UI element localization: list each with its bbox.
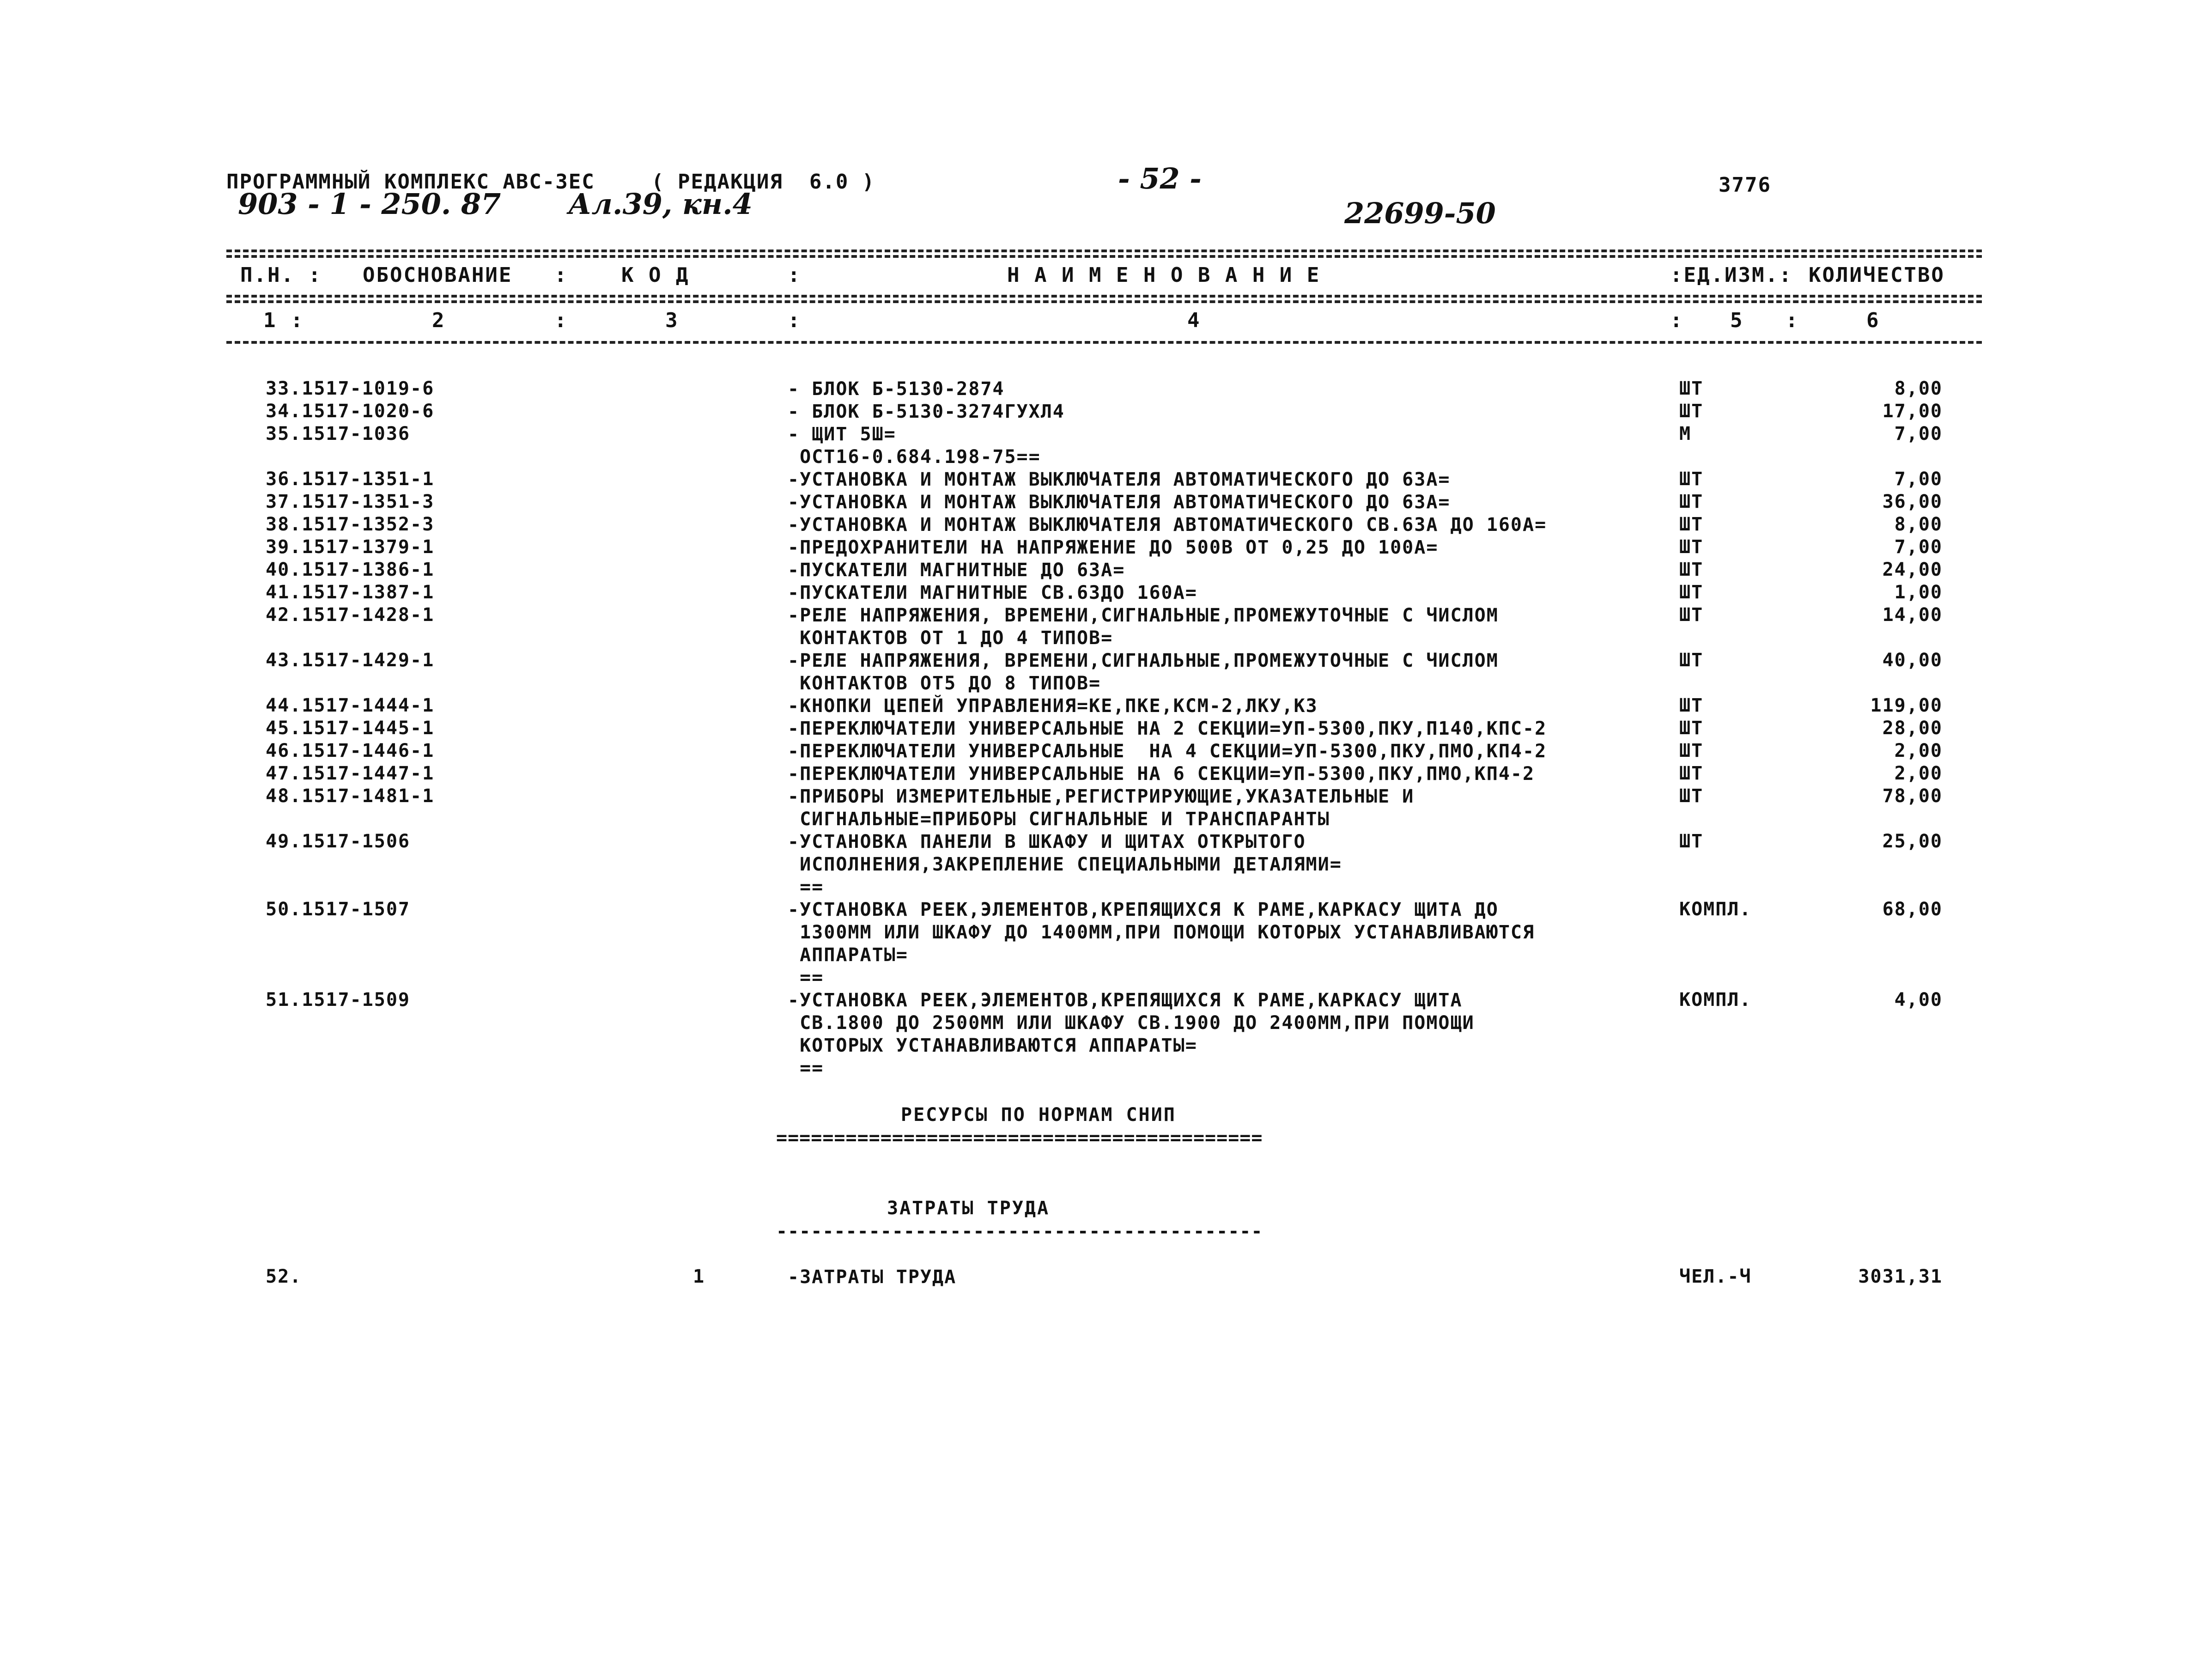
row-name: -УСТАНОВКА И МОНТАЖ ВЫКЛЮЧАТЕЛЯ АВТОМАТИЧЕСКОГО СВ.63А ДО 160А= [788,514,1547,536]
row-quantity: 24,00 [1882,559,1943,580]
row-quantity: 7,00 [1894,423,1943,444]
col-number-sep: : [788,309,802,332]
row-quantity: 8,00 [1894,514,1943,535]
handwritten-project-code: 903 - 1 - 250. 87 [238,187,501,221]
row-name: -ПЕРЕКЛЮЧАТЕЛИ УНИВЕРСАЛЬНЫЕ НА 2 СЕКЦИИ=УП-5300,ПКУ,П140,КПС-2 [788,718,1547,739]
row-unit: ШТ [1679,514,1704,535]
header-bottom-rule [226,341,1982,344]
row-unit: ШТ [1679,763,1704,784]
row-quantity: 8,00 [1894,378,1943,399]
row-unit: ШТ [1679,401,1704,422]
row-unit: ШТ [1679,604,1704,626]
row-number: 41.1517-1387-1 [266,582,435,603]
row-number: 48.1517-1481-1 [266,785,435,807]
col-number-sep: : [554,309,568,332]
row-number: 44.1517-1444-1 [266,695,435,716]
row-unit: ШТ [1679,650,1704,671]
row-unit: ШТ [1679,559,1704,580]
program-title: ПРОГРАММНЫЙ КОМПЛЕКС АВС-3ЕС [226,170,595,194]
row-name: -ПРИБОРЫ ИЗМЕРИТЕЛЬНЫЕ,РЕГИСТРИРУЮЩИЕ,УКАЗАТЕЛЬНЫЕ И СИГНАЛЬНЫЕ=ПРИБОРЫ СИГНАЛЬНЫЕ И ТРАНСПАРАНТЫ [788,786,1415,830]
row-number: 50.1517-1507 [266,899,410,920]
row-number: 36.1517-1351-1 [266,469,435,490]
page-number: - 52 - [1118,162,1202,195]
row-name: -ПРЕДОХРАНИТЕЛИ НА НАПРЯЖЕНИЕ ДО 500В ОТ 0,25 ДО 100А= [788,537,1439,558]
row-number: 39.1517-1379-1 [266,536,435,558]
row-name: -РЕЛЕ НАПРЯЖЕНИЯ, ВРЕМЕНИ,СИГНАЛЬНЫЕ,ПРОМЕЖУТОЧНЫЕ С ЧИСЛОМ КОНТАКТОВ ОТ5 ДО 8 ТИПОВ= [788,650,1499,694]
row-quantity: 28,00 [1882,718,1943,739]
table-top-rule-2 [226,255,1982,258]
col-number-4: 4 [1187,309,1201,332]
row-quantity: 25,00 [1882,831,1943,852]
document-number: 3776 [1719,173,1771,197]
row-unit: ШТ [1679,469,1704,490]
row-quantity: 36,00 [1882,491,1943,512]
row-name: - БЛОК Б-5130-3274ГУХЛ4 [788,401,1065,422]
labor-section-title: ЗАТРАТЫ ТРУДА [887,1198,1050,1219]
header-rule [226,295,1982,298]
row-name: -УСТАНОВКА И МОНТАЖ ВЫКЛЮЧАТЕЛЯ АВТОМАТИЧЕСКОГО ДО 63А= [788,492,1451,513]
col-header-unit: :ЕД.ИЗМ.: [1670,263,1793,287]
row-number: 38.1517-1352-3 [266,514,435,535]
col-header-name: Н А И М Е Н О В А Н И Е [1007,263,1321,287]
row-unit: ШТ [1679,491,1704,512]
row-number: 37.1517-1351-3 [266,491,435,512]
row-number: 35.1517-1036 [266,423,410,444]
row-number: 42.1517-1428-1 [266,604,435,626]
col-number-5: 5 [1730,309,1744,332]
row-quantity: 119,00 [1870,695,1943,716]
row-name: -УСТАНОВКА ПАНЕЛИ В ШКАФУ И ЩИТАХ ОТКРЫТОГО ИСПОЛНЕНИЯ,ЗАКРЕПЛЕНИЕ СПЕЦИАЛЬНЫМИ ДЕТАЛЯМИ= == [788,831,1342,898]
row-number: 34.1517-1020-6 [266,401,435,422]
row-quantity: 3031,31 [1858,1266,1943,1287]
row-unit: ШТ [1679,378,1704,399]
row-unit: ЧЕЛ.-Ч [1679,1266,1752,1287]
col-number-sep: : [1786,309,1799,332]
col-header-sep: : [554,263,568,287]
row-name: - БЛОК Б-5130-2874 [788,378,1005,400]
row-unit: М [1679,423,1692,444]
row-number: 46.1517-1446-1 [266,740,435,761]
col-number-sep: : [1670,309,1684,332]
row-quantity: 40,00 [1882,650,1943,671]
row-number: 52. [266,1266,302,1287]
row-unit: КОМПЛ. [1679,989,1752,1010]
row-quantity: 17,00 [1882,401,1943,422]
row-name: -ПУСКАТЕЛИ МАГНИТНЫЕ ДО 63А= [788,560,1125,581]
row-unit: ШТ [1679,831,1704,852]
row-name: -УСТАНОВКА И МОНТАЖ ВЫКЛЮЧАТЕЛЯ АВТОМАТИЧЕСКОГО ДО 63А= [788,469,1451,490]
row-unit: ШТ [1679,740,1704,761]
row-name: -ПЕРЕКЛЮЧАТЕЛИ УНИВЕРСАЛЬНЫЕ НА 4 СЕКЦИИ=УП-5300,ПКУ,ПМО,КП4-2 [788,741,1547,762]
row-quantity: 2,00 [1894,740,1943,761]
col-header-sep: : [788,263,802,287]
resources-section-underline: ========================================== [776,1127,1263,1149]
col-number-6: 6 [1866,309,1880,332]
row-name: - ЩИТ 5Ш= ОСТ16-0.684.198-75== [788,424,1041,468]
row-quantity: 68,00 [1882,899,1943,920]
row-unit: КОМПЛ. [1679,899,1752,920]
row-quantity: 2,00 [1894,763,1943,784]
header-rule-2 [226,300,1982,303]
row-name: -ЗАТРАТЫ ТРУДА [788,1266,957,1288]
col-header-qty: КОЛИЧЕСТВО [1809,263,1945,287]
row-name: -УСТАНОВКА РЕЕК,ЭЛЕМЕНТОВ,КРЕПЯЩИХСЯ К РАМЕ,КАРКАСУ ЩИТА СВ.1800 ДО 2500ММ ИЛИ ШКАФУ СВ.1900 ДО 2400ММ,ПРИ ПОМОЩИ КОТОРЫХ УСТАНАВЛИВАЮТСЯ АППАРАТЫ= == [788,990,1475,1079]
row-number: 49.1517-1506 [266,831,410,852]
row-number: 45.1517-1445-1 [266,718,435,739]
row-name: -ПЕРЕКЛЮЧАТЕЛИ УНИВЕРСАЛЬНЫЕ НА 6 СЕКЦИИ=УП-5300,ПКУ,ПМО,КП4-2 [788,763,1535,785]
row-quantity: 7,00 [1894,469,1943,490]
row-number: 40.1517-1386-1 [266,559,435,580]
table-top-rule [226,250,1982,252]
col-number-1: 1 : [263,309,304,332]
row-number: 33.1517-1019-6 [266,378,435,399]
row-quantity: 78,00 [1882,785,1943,807]
row-quantity: 7,00 [1894,536,1943,558]
labor-section-underline: ------------------------------------------ [776,1221,1263,1242]
row-number: 43.1517-1429-1 [266,650,435,671]
row-unit: ШТ [1679,582,1704,603]
row-number: 51.1517-1509 [266,989,410,1010]
row-name: -КНОПКИ ЦЕПЕЙ УПРАВЛЕНИЯ=КЕ,ПКЕ,КСМ-2,ЛКУ,КЗ [788,695,1318,717]
row-number: 47.1517-1447-1 [266,763,435,784]
row-code: 1 [693,1266,705,1287]
col-header-code: К О Д [621,263,690,287]
row-unit: ШТ [1679,536,1704,558]
edition-label: ( РЕДАКЦИЯ 6.0 ) [651,170,875,194]
row-quantity: 1,00 [1894,582,1943,603]
col-number-3: 3 [665,309,679,332]
row-unit: ШТ [1679,785,1704,807]
col-header-basis: ОБОСНОВАНИЕ [363,263,513,287]
handwritten-sheet-ref: Ал.39, кн.4 [568,187,753,221]
handwritten-archive-number: 22699-50 [1344,196,1496,230]
col-header-no: П.Н. : [240,263,322,287]
row-name: -ПУСКАТЕЛИ МАГНИТНЫЕ СВ.63ДО 160А= [788,582,1197,603]
col-number-2: 2 [432,309,446,332]
row-unit: ШТ [1679,718,1704,739]
resources-section-title: РЕСУРСЫ ПО НОРМАМ СНИП [901,1104,1176,1126]
row-name: -РЕЛЕ НАПРЯЖЕНИЯ, ВРЕМЕНИ,СИГНАЛЬНЫЕ,ПРОМЕЖУТОЧНЫЕ С ЧИСЛОМ КОНТАКТОВ ОТ 1 ДО 4 ТИПОВ= [788,605,1499,649]
row-quantity: 4,00 [1894,989,1943,1010]
row-unit: ШТ [1679,695,1704,716]
row-quantity: 14,00 [1882,604,1943,626]
row-name: -УСТАНОВКА РЕЕК,ЭЛЕМЕНТОВ,КРЕПЯЩИХСЯ К РАМЕ,КАРКАСУ ЩИТА ДО 1300ММ ИЛИ ШКАФУ ДО 1400ММ,ПРИ ПОМОЩИ КОТОРЫХ УСТАНАВЛИВАЮТСЯ АППАРАТЫ= == [788,899,1535,988]
